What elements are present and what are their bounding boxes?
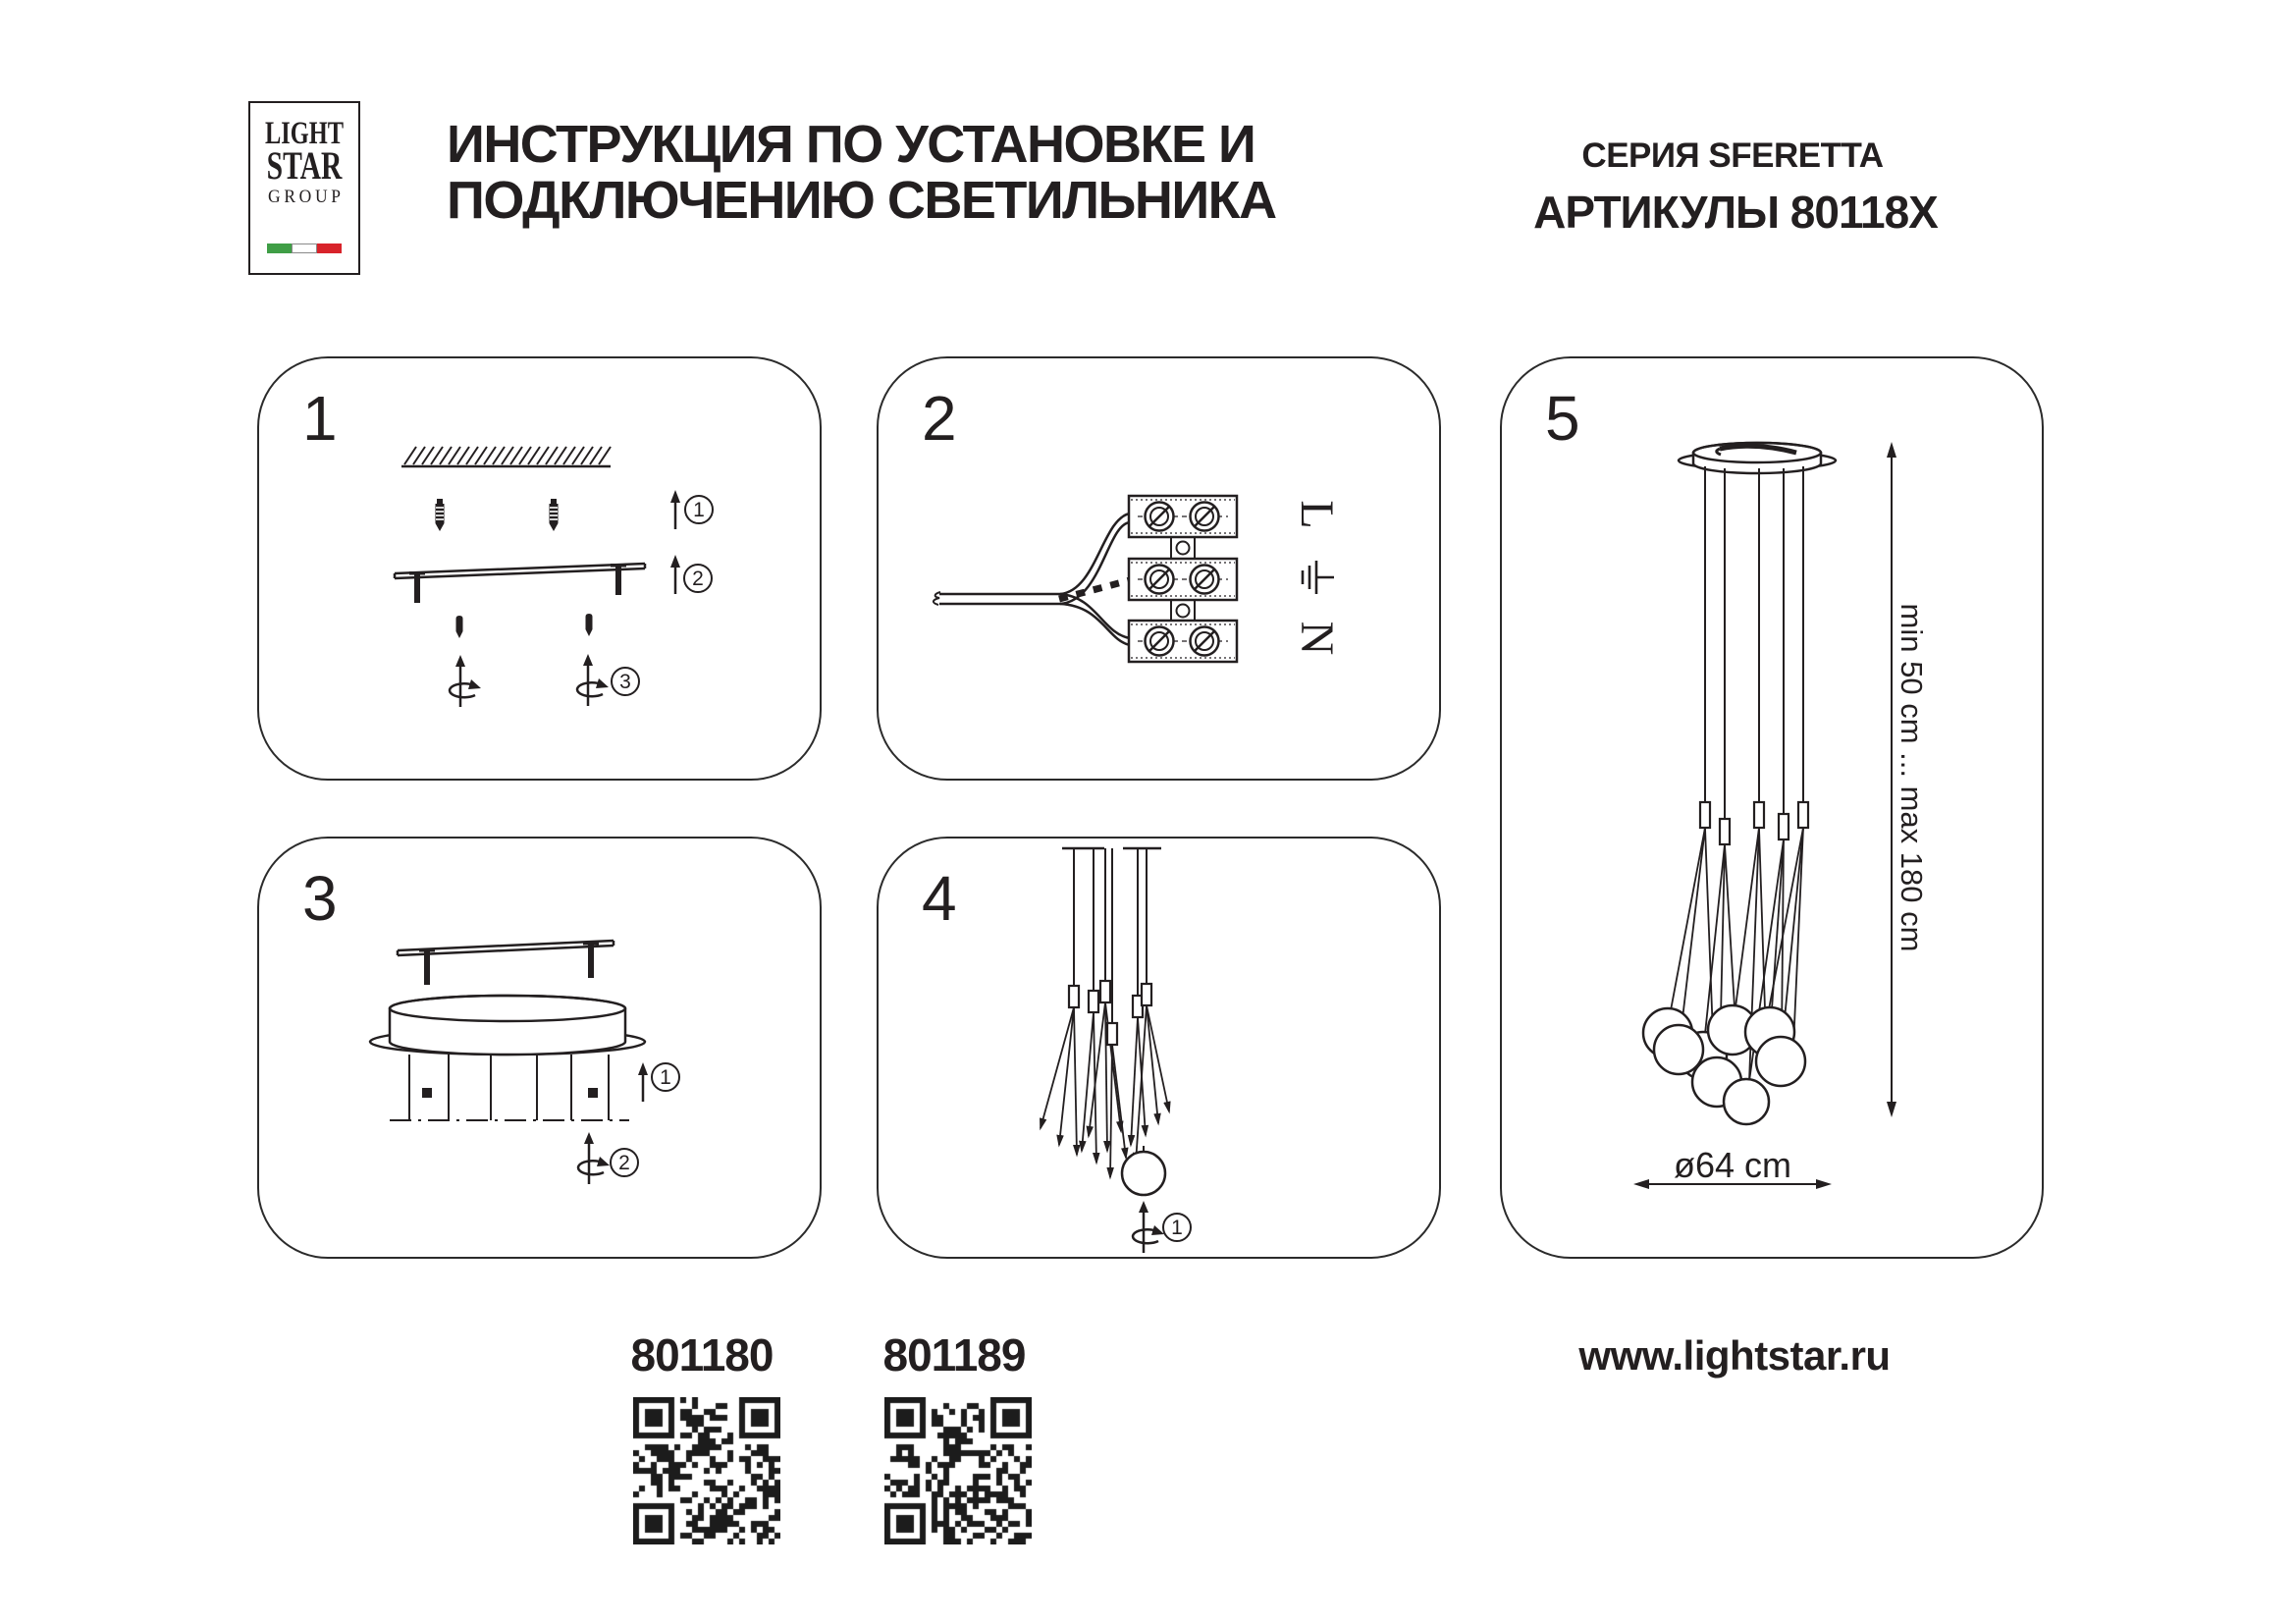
canopy-body: [390, 996, 625, 1055]
panel-step4-bulb: [877, 837, 1441, 1259]
website-link: www.lightstar.ru: [1578, 1332, 1891, 1379]
screw-icon: [456, 616, 463, 638]
qr-code-801189: [884, 1397, 1032, 1544]
panel-number: 5: [1545, 383, 1580, 454]
height-range-label: min 50 cm ... max 180 cm: [1895, 603, 1929, 952]
bulb-installation-diagram: [879, 839, 1438, 1256]
panel-step2-wiring: [877, 356, 1441, 781]
flag-white-stripe: [292, 244, 316, 253]
anchor-installation-diagram: [259, 358, 819, 778]
pendant-cables: [1705, 466, 1803, 821]
cable-stop: [588, 1088, 598, 1098]
article-number-801180: 801180: [630, 1329, 774, 1380]
panel-step1-wall-anchors: [257, 356, 822, 781]
wall-anchor-icon: [550, 499, 559, 531]
arrowhead: [670, 490, 680, 503]
logo-word-star: STAR: [266, 143, 343, 188]
qr-code-801180: [633, 1397, 780, 1544]
step-badge-2: 2: [610, 1148, 639, 1177]
flag-red-stripe: [317, 244, 342, 253]
italian-flag-icon: [267, 244, 342, 253]
logo-word-light: LIGHT: [264, 116, 345, 151]
title-line-1: ИНСТРУКЦИЯ ПО УСТАНОВКЕ И: [447, 115, 1255, 174]
wall-anchor-icon: [436, 499, 445, 531]
articles-label: АРТИКУЛЫ 80118X: [1533, 187, 1938, 238]
pendant-cables: [409, 1055, 609, 1120]
lamp-cords: [1041, 1002, 1169, 1177]
panel-step3-canopy: [257, 837, 822, 1259]
article-number-801189: 801189: [882, 1329, 1026, 1380]
page-title: [447, 117, 1276, 229]
screw-rotation-icon: [1133, 1201, 1164, 1253]
ceiling-hatch: [404, 447, 611, 464]
panel-step5-assembled-fixture: [1500, 356, 2044, 1259]
lightstar-logo: [248, 101, 360, 275]
panel-number: 2: [922, 383, 957, 454]
screw-rotation-icon: [578, 1132, 610, 1184]
screw-icon: [586, 614, 593, 636]
flag-green-stripe: [267, 244, 292, 253]
step-badge-2: 2: [683, 564, 713, 593]
ground-symbol-icon: [1300, 560, 1337, 595]
diameter-label: ø64 cm: [1673, 1145, 1792, 1185]
terminal-label-neutral: N: [1291, 621, 1344, 656]
panel-number: 4: [922, 863, 957, 934]
mounting-bracket: [395, 564, 645, 578]
cord-grips: [1700, 802, 1808, 844]
cable-stop: [422, 1088, 432, 1098]
canopy-mounting-diagram: [259, 839, 819, 1256]
step-badge-3: 3: [611, 667, 640, 696]
logo-word-group: GROUP: [268, 187, 345, 207]
step-badge-1: 1: [684, 495, 714, 524]
title-line-2: ПОДКЛЮЧЕНИЮ СВЕТИЛЬНИКА: [447, 171, 1276, 230]
screw-rotation-icon: [577, 654, 609, 706]
arrowhead: [638, 1062, 648, 1075]
step-badge-1: 1: [1162, 1213, 1192, 1242]
assembled-fixture-diagram: [1502, 358, 2041, 1256]
series-label: СЕРИЯ SFERETTA: [1581, 136, 1884, 175]
glass-bulb: [1122, 1152, 1165, 1195]
terminal-label-line: L: [1291, 500, 1344, 529]
glass-spheres: [1643, 1005, 1805, 1124]
panel-number: 3: [302, 863, 338, 934]
screw-rotation-icon: [450, 655, 481, 707]
arrowhead: [670, 555, 680, 568]
terminal-block-wiring-diagram: [879, 358, 1438, 778]
panel-number: 1: [302, 383, 338, 454]
step-badge-1: 1: [651, 1062, 680, 1092]
